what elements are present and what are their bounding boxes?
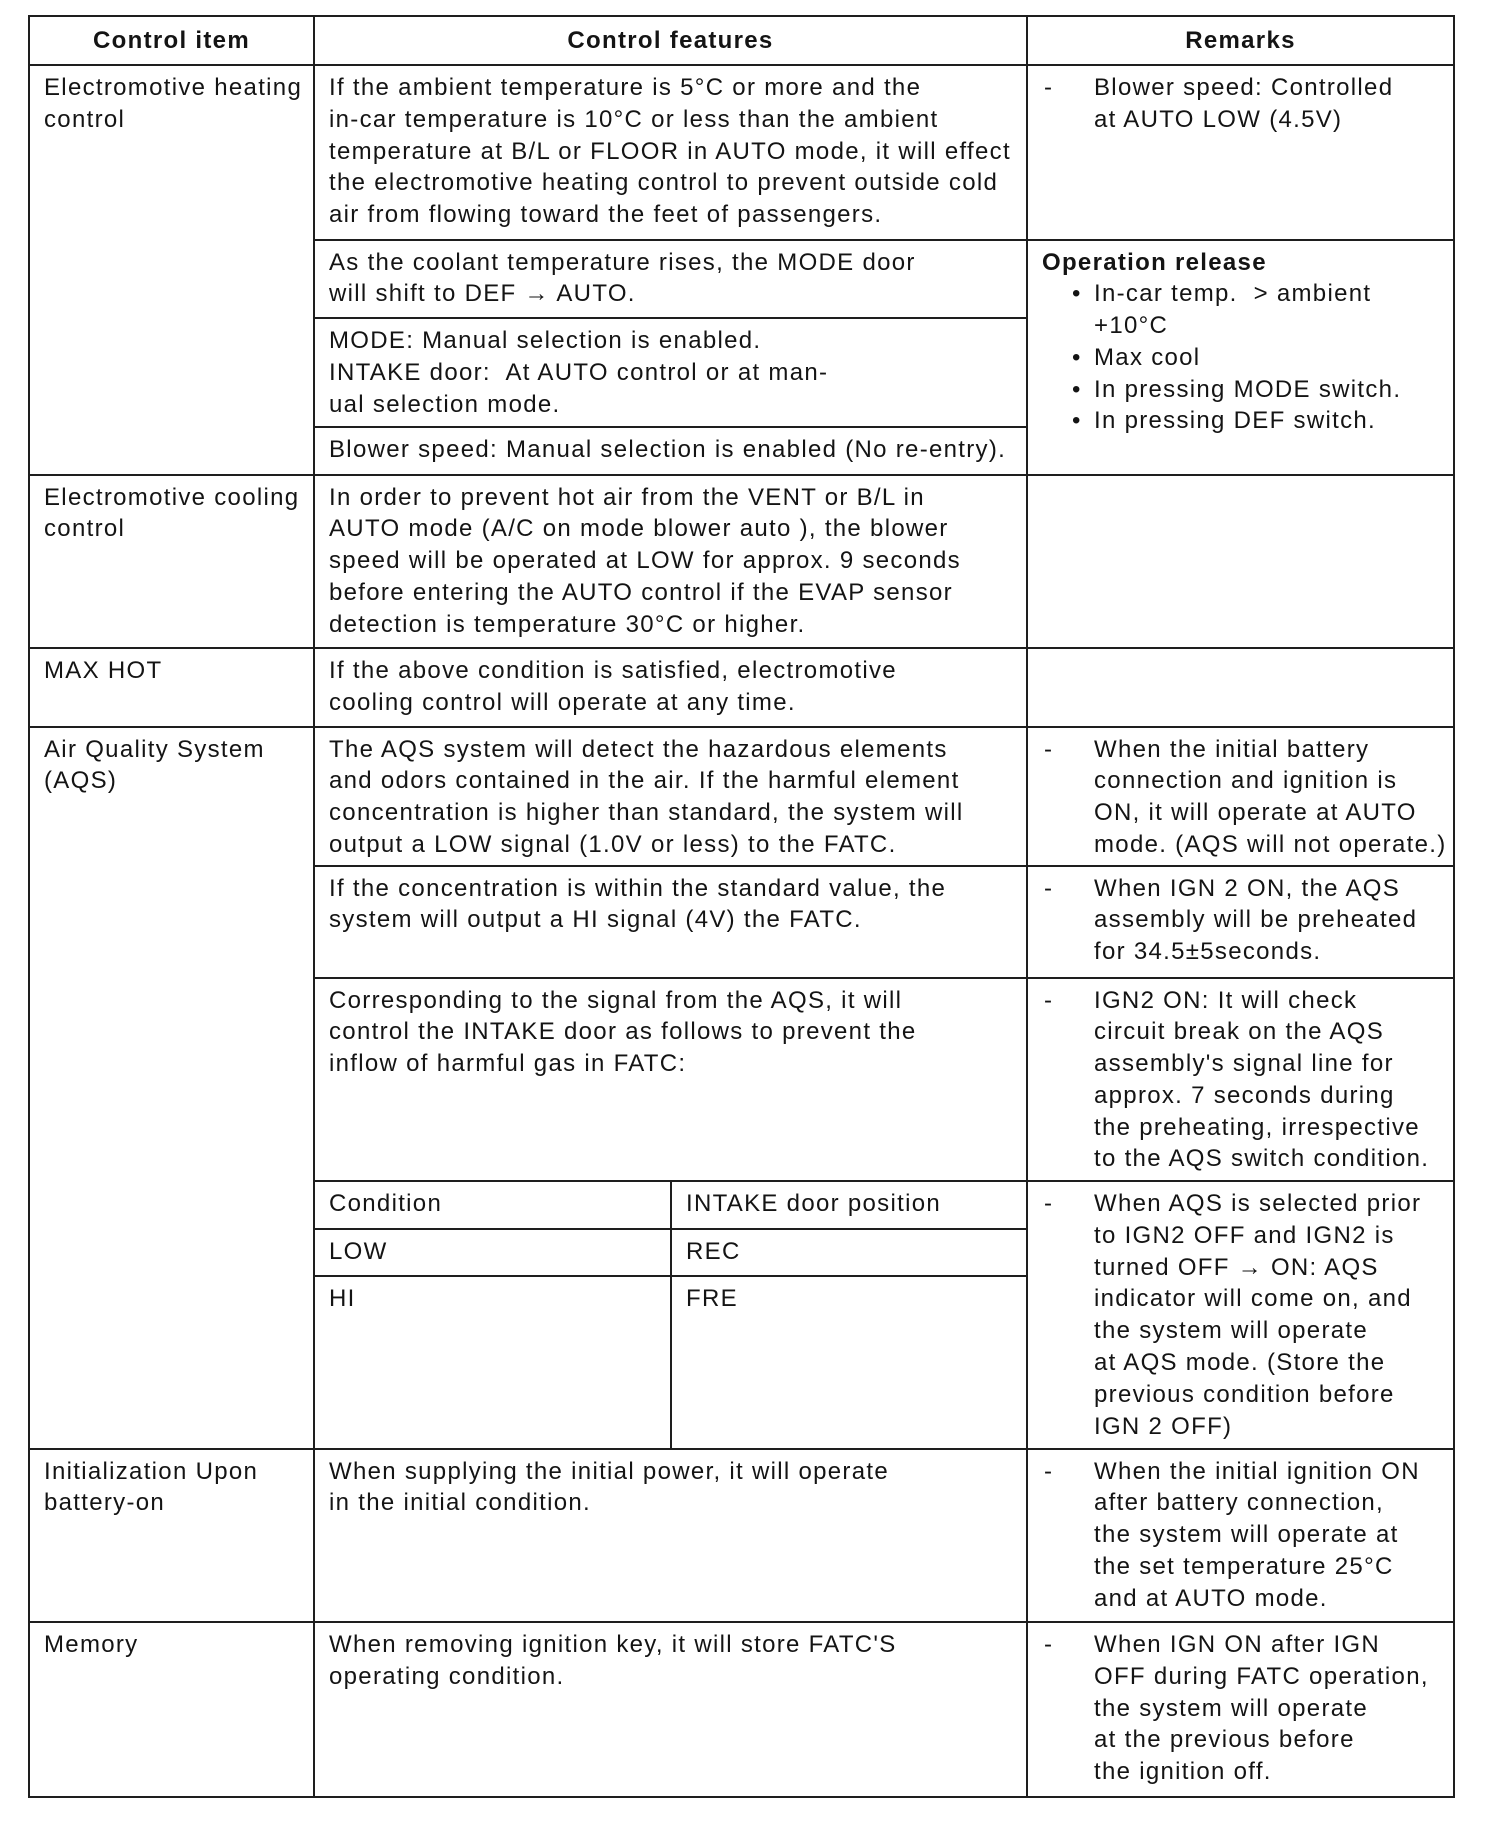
intake-table-header-text: Condition (329, 1190, 443, 1217)
feature-text: In order to prevent hot air from the VENT or B/L in AUTO mode (A/C on mode blower auto ), the blower speed will be operated at LOW for approx. 9 seconds before entering the AUTO control if the EVAP sensor detection is temperature 30°C or higher. (329, 483, 961, 638)
control-item-cell (30, 1623, 315, 1798)
control-spec-table (28, 15, 1455, 1798)
feature-cell (315, 1450, 1028, 1624)
intake-table-cell (672, 1230, 1028, 1278)
operation-release-item-text: In pressing DEF switch. (1094, 407, 1376, 435)
feature-text: The AQS system will detect the hazardous elements and odors contained in the air. If the harmful element concentration is higher than standard, the system will output a LOW signal (1.0V or less) to the FATC. (329, 735, 964, 858)
remark-cell-empty (1028, 649, 1455, 728)
header-remarks: Remarks (1028, 17, 1455, 66)
feature-text: MODE: Manual selection is enabled. INTAKE door: At AUTO control or at man- ual selection mode. (329, 327, 829, 418)
remark-text: When IGN 2 ON, the AQS assembly will be preheated for 34.5±5seconds. (1094, 874, 1418, 966)
control-item-cell (30, 649, 315, 728)
operation-release-item (1042, 405, 1447, 437)
operation-release-item-text: Max cool (1094, 343, 1201, 371)
remark-text: When the initial ignition ON after battery connection, the system will operate at the set temperature 25°C and at AUTO mode. (1094, 1457, 1420, 1612)
dash-marker: - (1044, 986, 1054, 1014)
remark-cell (1028, 66, 1455, 241)
operation-release-item-text: In-car temp. > ambient +10°C (1094, 280, 1372, 340)
feature-cell (315, 728, 1028, 867)
remark-cell (1028, 867, 1455, 979)
feature-text: When removing ignition key, it will store FATC'S operating condition. (329, 1631, 897, 1690)
dash-marker: - (1044, 1631, 1054, 1658)
feature-cell (315, 1623, 1028, 1798)
remark-cell (1028, 728, 1455, 867)
control-item-max-hot: MAX HOT (44, 657, 163, 684)
intake-position-rec: REC (686, 1237, 741, 1265)
intake-table-header-condition (315, 1182, 672, 1230)
intake-table-cell (672, 1277, 1028, 1450)
intake-position-fre: FRE (686, 1285, 738, 1312)
feature-text: Corresponding to the signal from the AQS, it will control the INTAKE door as follows to prevent the inflow of harmful gas in FATC: (329, 986, 917, 1078)
bullet-marker: • (1072, 407, 1082, 435)
feature-text: As the coolant temperature rises, the MODE door will shift to DEF → AUTO. (329, 248, 916, 308)
feature-cell (315, 649, 1028, 728)
bullet-marker: • (1072, 375, 1082, 403)
feature-text: Blower speed: Manual selection is enabled (No re-entry). (329, 436, 1007, 463)
dash-marker: - (1044, 735, 1054, 763)
dash-marker: - (1044, 74, 1054, 101)
intake-condition-low: LOW (329, 1237, 388, 1265)
feature-text: If the ambient temperature is 5°C or more and the in-car temperature is 10°C or less than the ambient temperature at B/L or FLOOR in AUTO mode, it will effect the electromotive heating control to prevent outside cold air from flowing toward the feet of passengers. (329, 74, 1011, 229)
operation-release-title: Operation release (1042, 248, 1267, 276)
control-item-cell (30, 728, 315, 1450)
intake-table-cell (315, 1230, 672, 1278)
operation-release-item (1042, 342, 1447, 374)
intake-condition-hi: HI (329, 1285, 356, 1312)
operation-release-item (1042, 278, 1447, 342)
remark-text: When AQS is selected prior to IGN2 OFF and IGN2 is turned OFF → ON: AQS indicator will come on, and the system will operate at AQS mode. (Store the previous condition before IGN 2 OFF) (1094, 1190, 1422, 1440)
feature-cell (315, 867, 1028, 979)
remark-text: Blower speed: Controlled at AUTO LOW (4.5V) (1094, 74, 1394, 133)
remark-cell (1028, 1450, 1455, 1624)
remark-text: IGN2 ON: It will check circuit break on the AQS assembly's signal line for approx. 7 seconds during the preheating, irrespective to the AQS switch condition. (1094, 986, 1430, 1173)
remark-cell (1028, 1623, 1455, 1798)
feature-cell (315, 476, 1028, 650)
feature-text: If the above condition is satisfied, electromotive cooling control will operate at any time. (329, 657, 897, 716)
control-item-initialization: Initialization Upon battery-on (44, 1457, 259, 1517)
feature-cell (315, 979, 1028, 1183)
remark-cell (1028, 1182, 1455, 1450)
feature-cell (315, 66, 1028, 241)
feature-text: When supplying the initial power, it will operate in the initial condition. (329, 1457, 889, 1517)
feature-cell (315, 319, 1028, 428)
remark-text: When IGN ON after IGN OFF during FATC operation, the system will operate at the previous before the ignition off. (1094, 1631, 1429, 1786)
control-item-cell (30, 476, 315, 650)
operation-release-list (1042, 278, 1447, 437)
remark-cell-empty (1028, 476, 1455, 650)
header-control-item: Control item (30, 17, 315, 66)
remark-text: When the initial battery connection and ignition is ON, it will operate at AUTO mode. (AQS will not operate.) (1094, 735, 1447, 858)
dash-marker: - (1044, 1457, 1054, 1485)
remark-cell (1028, 979, 1455, 1183)
header-control-features: Control features (315, 17, 1028, 66)
feature-cell (315, 241, 1028, 320)
control-item-cell (30, 1450, 315, 1624)
operation-release-cell (1028, 241, 1455, 476)
feature-cell (315, 428, 1028, 476)
dash-marker: - (1044, 1190, 1054, 1217)
dash-marker: - (1044, 874, 1054, 902)
feature-text: If the concentration is within the standard value, the system will output a HI signal (4V) the FATC. (329, 874, 947, 934)
control-item-electromotive-heating: Electromotive heating control (44, 74, 303, 133)
operation-release-item-text: In pressing MODE switch. (1094, 375, 1402, 403)
bullet-marker: • (1072, 343, 1082, 371)
operation-release-item (1042, 374, 1447, 406)
intake-table-cell (315, 1277, 672, 1450)
control-item-cell (30, 66, 315, 476)
intake-table-header-position (672, 1182, 1028, 1230)
control-item-memory: Memory (44, 1631, 139, 1658)
control-item-electromotive-cooling: Electromotive cooling control (44, 483, 300, 543)
control-item-aqs: Air Quality System (AQS) (44, 735, 265, 795)
bullet-marker: • (1072, 280, 1082, 308)
intake-table-header-text: INTAKE door position (686, 1190, 941, 1217)
